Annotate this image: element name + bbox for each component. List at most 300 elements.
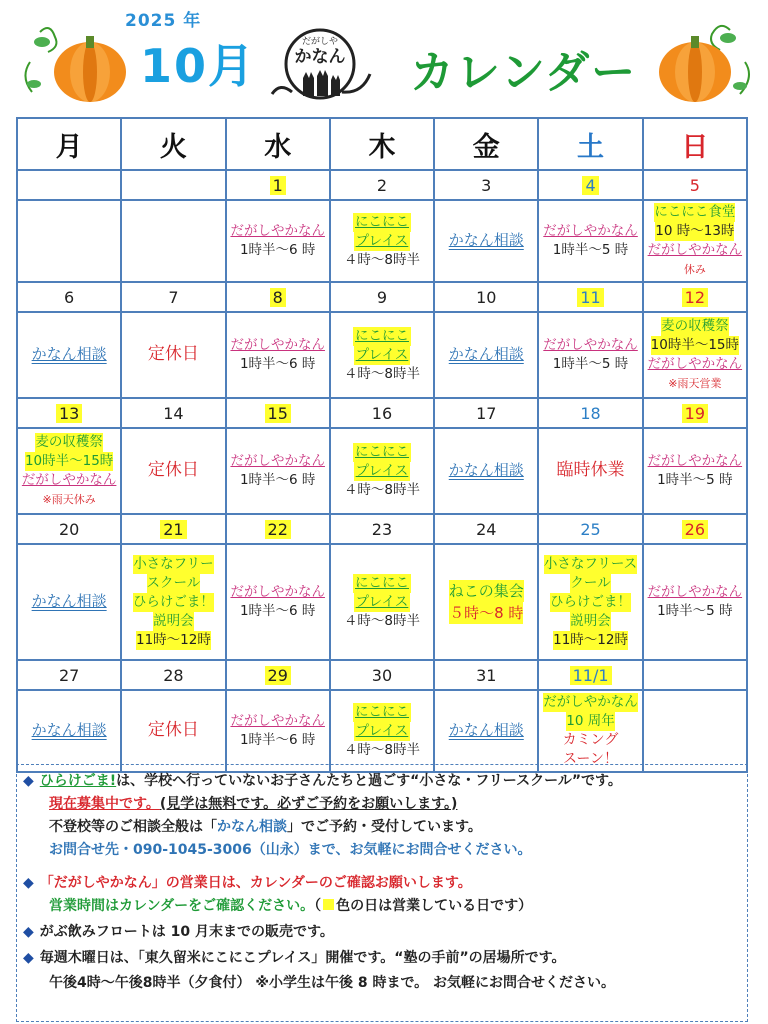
event-line (539, 461, 641, 481)
event-text: かなん相談 (31, 721, 107, 739)
event-line (227, 452, 329, 471)
event-line (644, 471, 746, 490)
date-number-mon (17, 398, 121, 428)
event-line (435, 580, 537, 602)
diamond-bullet-icon: ◆ (23, 875, 34, 891)
date-number: 21 (160, 520, 186, 539)
event-line (331, 327, 433, 346)
note-text: 」でご予約・受付しています。 (287, 819, 482, 835)
date-number-wed (226, 660, 330, 690)
event-line (331, 346, 433, 365)
date-number-fri (434, 170, 538, 200)
date-number: 13 (56, 404, 82, 423)
event-line (644, 241, 746, 260)
event-text: にこにこ食堂 (654, 204, 736, 220)
event-text: かなん相談 (31, 592, 107, 610)
event-text: ねこの集会 (448, 582, 524, 600)
month-title: 10月 (140, 39, 257, 93)
event-line (644, 222, 746, 241)
event-text: 10時半～15時 (650, 337, 740, 353)
event-line (539, 593, 641, 612)
event-row (17, 690, 747, 772)
date-number-tue (121, 398, 225, 428)
event-line (435, 721, 537, 741)
event-text: 1時半～5 時 (552, 356, 629, 372)
event-text: 1時半～6 時 (239, 732, 316, 748)
day-cell (226, 428, 330, 514)
date-number-sun (643, 282, 747, 312)
event-line (435, 602, 537, 624)
event-text: だがしやかなん (230, 223, 325, 239)
date-number-sun (643, 660, 747, 690)
event-line (539, 222, 641, 241)
event-text: にこにこ (354, 443, 409, 460)
event-text: かなん相談 (448, 231, 524, 249)
event-text: 小さなフリース (543, 555, 638, 572)
svg-text:だがしや: だがしや (301, 37, 339, 47)
event-text: スーン！ (563, 751, 619, 767)
date-number-sun (643, 514, 747, 544)
note-text: 営業時間はカレンダーをご確認ください。 (49, 898, 315, 914)
event-line (227, 471, 329, 490)
date-number: 27 (58, 665, 80, 685)
event-text: プレイス (355, 346, 409, 363)
day-cell (330, 312, 434, 398)
date-number: 14 (163, 403, 184, 423)
event-text: ４時～8時半 (343, 251, 421, 268)
day-cell (121, 690, 225, 772)
event-line (644, 336, 746, 355)
event-line (644, 260, 746, 279)
event-text: 定休日 (147, 460, 199, 480)
note-text: 「だがしやかなん」の営業日は、カレンダーのご確認お願いします。 (39, 875, 472, 891)
event-line (539, 574, 641, 593)
event-line (331, 481, 433, 500)
event-text: ※雨天休み (42, 493, 96, 506)
event-text: にこにこ (354, 213, 409, 230)
day-cell (330, 428, 434, 514)
event-text: 説明会 (153, 612, 194, 629)
weekday-thu: 木 (330, 118, 434, 170)
event-line (122, 345, 224, 365)
date-number: 10 (476, 287, 497, 307)
event-line (331, 251, 433, 270)
event-text: だがしやかなん (647, 356, 743, 372)
note-hours (49, 896, 532, 917)
event-line (331, 462, 433, 481)
date-number-sat (538, 398, 642, 428)
day-cell (434, 428, 538, 514)
day-cell (434, 544, 538, 660)
date-number: 6 (64, 287, 75, 307)
day-cell (17, 200, 121, 282)
day-cell (643, 690, 747, 772)
weekday-tue: 火 (121, 118, 225, 170)
event-line (331, 213, 433, 232)
event-text: 1時半～6 時 (239, 356, 316, 372)
event-line (18, 452, 120, 471)
note-text: (見学は無料です。必ずご予約をお願いします。) (159, 796, 458, 812)
note-highlight: 現在募集中です。 (49, 796, 160, 812)
event-line (644, 583, 746, 602)
date-number: 11 (577, 288, 603, 307)
event-text: ※雨天営業 (668, 377, 722, 390)
event-line (122, 593, 224, 612)
event-line (331, 703, 433, 722)
date-number: 11/1 (570, 666, 612, 685)
event-text: 臨時休業 (556, 460, 625, 480)
event-line (122, 612, 224, 631)
day-cell (330, 200, 434, 282)
event-text: だがしやかなん (647, 584, 743, 600)
day-cell (17, 312, 121, 398)
date-number-wed (226, 514, 330, 544)
date-number-fri (434, 282, 538, 312)
date-number: 30 (371, 665, 393, 685)
pumpkin-icon (640, 12, 755, 107)
date-number: 22 (265, 520, 291, 539)
event-text: 麦の収穫祭 (661, 318, 729, 334)
event-line (644, 355, 746, 374)
event-text: 説明会 (570, 612, 611, 629)
event-text: 小さなフリー (133, 555, 214, 572)
event-line (435, 345, 537, 365)
date-number-thu (330, 398, 434, 428)
event-line (122, 721, 224, 741)
date-number-thu (330, 170, 434, 200)
note-thursday (23, 948, 566, 969)
event-text: だがしやかなん (230, 584, 325, 600)
weekday-fri: 金 (434, 118, 538, 170)
event-text: ５時～8 時 (449, 604, 524, 622)
event-line (18, 471, 120, 490)
event-text: ４時～8時半 (343, 612, 421, 629)
event-text: かなん相談 (448, 461, 524, 479)
event-text: にこにこ (354, 703, 409, 720)
event-line (331, 741, 433, 760)
day-cell (643, 544, 747, 660)
note-text: がぶ飲みフロートは 10 月末までの販売です。 (39, 924, 334, 940)
event-line (18, 433, 120, 452)
event-text: だがしやかなん (543, 694, 638, 710)
date-number-fri (434, 660, 538, 690)
date-number: 17 (476, 403, 497, 423)
event-text: ４時～8時半 (343, 481, 421, 498)
event-text: スクール (146, 574, 201, 591)
event-line (644, 452, 746, 471)
day-cell (434, 312, 538, 398)
day-cell (538, 544, 642, 660)
event-line (539, 631, 641, 650)
event-text: かなん相談 (448, 721, 524, 739)
event-text: 11時～12時 (553, 631, 628, 648)
event-line (227, 731, 329, 750)
date-number-sun (643, 170, 747, 200)
day-cell (17, 428, 121, 514)
date-number-thu (330, 282, 434, 312)
year-label: 2025 年 (125, 11, 202, 31)
day-cell (17, 690, 121, 772)
event-line (644, 317, 746, 336)
event-line (18, 345, 120, 365)
event-line (331, 232, 433, 251)
note-dagashiya (23, 873, 472, 894)
event-line (18, 721, 120, 741)
event-text: プレイス (355, 593, 409, 610)
date-number: 16 (371, 403, 393, 423)
event-line (539, 336, 641, 355)
event-text: だがしやかなん (543, 337, 638, 353)
date-number: 2 (376, 175, 388, 195)
event-text: 1時半～5 時 (552, 242, 629, 258)
day-cell (121, 312, 225, 398)
date-number-thu (330, 514, 434, 544)
date-number: 3 (481, 175, 492, 195)
date-number-sat (538, 660, 642, 690)
date-number: 29 (265, 666, 291, 685)
event-line (539, 555, 641, 574)
date-number-sat (538, 170, 642, 200)
day-cell (17, 544, 121, 660)
note-text: 色の日は営業している日です） (336, 898, 533, 914)
event-line (539, 693, 641, 712)
date-number-sun (643, 398, 747, 428)
event-text: 定休日 (147, 720, 199, 740)
page-title: カレンダー (410, 47, 638, 98)
event-line (18, 592, 120, 612)
weekday-sat: 土 (538, 118, 642, 170)
date-number: 31 (476, 665, 497, 685)
event-text: 1時半～5 時 (657, 603, 733, 619)
diamond-bullet-icon: ◆ (23, 950, 34, 966)
event-line (435, 461, 537, 481)
date-row (17, 282, 747, 312)
header (0, 0, 768, 115)
note-recruiting (49, 794, 457, 815)
event-line (122, 555, 224, 574)
yellow-square-icon (323, 899, 334, 910)
date-number-mon (17, 282, 121, 312)
date-number-wed (226, 170, 330, 200)
day-cell (538, 428, 642, 514)
date-number: 25 (580, 519, 601, 539)
weekday-wed: 水 (226, 118, 330, 170)
day-cell (434, 690, 538, 772)
event-line (331, 443, 433, 462)
date-number: 5 (689, 175, 700, 195)
event-text: カミング (562, 732, 619, 748)
day-cell (226, 544, 330, 660)
event-text: 1時半～5 時 (657, 472, 733, 488)
event-row (17, 200, 747, 282)
event-line (435, 231, 537, 251)
event-line (122, 461, 224, 481)
event-text: だがしやかなん (21, 472, 117, 488)
date-number: 8 (270, 288, 286, 307)
event-row (17, 544, 747, 660)
event-text: ４時～8時半 (343, 365, 421, 382)
event-row (17, 428, 747, 514)
day-cell (330, 544, 434, 660)
date-number-wed (226, 282, 330, 312)
event-text: 10時半～15時 (24, 453, 114, 469)
event-text: にこにこ (354, 574, 409, 591)
event-line (539, 731, 641, 750)
date-number-sat (538, 282, 642, 312)
note-consult (49, 817, 482, 838)
date-row (17, 660, 747, 690)
note-text: （ (314, 898, 322, 914)
date-number-tue (121, 170, 225, 200)
event-text: 休み (683, 263, 706, 276)
event-line (227, 712, 329, 731)
day-cell (330, 690, 434, 772)
event-text: だがしやかなん (543, 223, 638, 239)
date-number-fri (434, 514, 538, 544)
day-cell (121, 428, 225, 514)
day-cell (538, 200, 642, 282)
day-cell (538, 690, 642, 772)
event-line (122, 574, 224, 593)
weekday-sun: 日 (643, 118, 747, 170)
day-cell (226, 312, 330, 398)
notes-box (16, 764, 748, 1022)
event-text: 定休日 (147, 344, 199, 364)
event-text: かなん相談 (448, 345, 524, 363)
event-text: プレイス (355, 462, 409, 479)
event-line (539, 712, 641, 731)
event-text: 10 時～13時 (655, 223, 735, 239)
event-line (644, 602, 746, 621)
event-line (227, 241, 329, 260)
event-text: クール (570, 574, 611, 591)
event-text: だがしやかなん (230, 713, 325, 729)
day-cell (643, 312, 747, 398)
day-cell (226, 690, 330, 772)
day-cell (643, 200, 747, 282)
event-text: ひらけごま！ (132, 593, 214, 610)
date-number-mon (17, 660, 121, 690)
date-number: 7 (168, 287, 179, 307)
pumpkin-icon (20, 12, 135, 107)
date-number-mon (17, 514, 121, 544)
date-number: 15 (265, 404, 291, 423)
date-number-tue (121, 660, 225, 690)
date-row (17, 514, 747, 544)
day-cell (643, 428, 747, 514)
day-cell (434, 200, 538, 282)
date-number: 4 (582, 176, 598, 195)
date-row (17, 170, 747, 200)
event-line (539, 355, 641, 374)
note-contact: お問合せ先・090-1045-3006（山永）まで、お気軽にお問合せください。 (49, 842, 532, 858)
date-number-mon (17, 170, 121, 200)
date-number: 19 (682, 404, 708, 423)
day-cell (121, 544, 225, 660)
cat-logo-icon (270, 22, 380, 102)
date-number: 26 (682, 520, 708, 539)
date-row (17, 398, 747, 428)
event-line (331, 593, 433, 612)
event-row (17, 312, 747, 398)
note-text: 不登校等のご相談全般は「 (49, 819, 217, 835)
event-line (331, 722, 433, 741)
event-text: 1時半～6 時 (239, 242, 316, 258)
note-text: は、学校へ行っていないお子さんたちと過ごす“小さな・フリースクール”です。 (116, 773, 622, 789)
day-cell (121, 200, 225, 282)
event-text: だがしやかなん (647, 453, 743, 469)
date-number-wed (226, 398, 330, 428)
event-line (331, 365, 433, 384)
calendar-grid (16, 117, 748, 773)
event-text: 10 周年 (566, 713, 615, 729)
event-text: ひらけごま！ (550, 593, 632, 610)
note-highlight: ひらけごま! (39, 773, 117, 789)
day-cell (226, 200, 330, 282)
event-text: プレイス (355, 722, 409, 739)
event-text: 麦の収穫祭 (35, 434, 103, 450)
date-number-tue (121, 282, 225, 312)
day-cell (538, 312, 642, 398)
event-text: かなん相談 (31, 345, 107, 363)
event-line (644, 374, 746, 393)
event-line (227, 222, 329, 241)
event-text: 1時半～6 時 (239, 472, 316, 488)
diamond-bullet-icon: ◆ (23, 924, 34, 940)
weekday-mon: 月 (17, 118, 121, 170)
svg-text:かなん: かなん (294, 47, 346, 67)
weekday-header-row (17, 118, 747, 170)
event-text: にこにこ (354, 327, 409, 344)
event-line (122, 631, 224, 650)
event-line (227, 336, 329, 355)
date-number-sat (538, 514, 642, 544)
event-text: 1時半～6 時 (239, 603, 316, 619)
event-line (331, 612, 433, 631)
event-line (539, 241, 641, 260)
date-number: 12 (682, 288, 708, 307)
event-line (227, 583, 329, 602)
date-number: 20 (58, 519, 80, 539)
note-freeschool (23, 771, 622, 792)
date-number-thu (330, 660, 434, 690)
event-text: だがしやかなん (230, 337, 325, 353)
note-thursday-hours: 午後4時～午後8時半（夕食付） ※小学生は午後 8 時まで。 お気軽にお問合せください。 (49, 975, 616, 991)
date-number: 9 (376, 287, 388, 307)
event-text: 11時～12時 (135, 631, 211, 648)
date-number: 24 (476, 519, 497, 539)
event-line (644, 203, 746, 222)
date-number: 28 (163, 665, 184, 685)
event-line (227, 355, 329, 374)
event-line (227, 602, 329, 621)
date-number-tue (121, 514, 225, 544)
event-text: だがしやかなん (230, 453, 325, 469)
note-highlight: かなん相談 (217, 819, 287, 835)
note-float (23, 922, 334, 943)
note-text: 毎週木曜日は、「東久留米にこにこプレイス」開催です。“塾の手前”の居場所です。 (39, 950, 566, 966)
event-text: ４時～8時半 (343, 741, 421, 758)
event-line (331, 574, 433, 593)
diamond-bullet-icon: ◆ (23, 773, 34, 789)
date-number: 18 (580, 403, 601, 423)
date-number: 1 (270, 176, 286, 195)
event-text: だがしやかなん (647, 242, 743, 258)
event-line (539, 612, 641, 631)
event-line (18, 490, 120, 509)
date-number: 23 (371, 519, 393, 539)
date-number-fri (434, 398, 538, 428)
